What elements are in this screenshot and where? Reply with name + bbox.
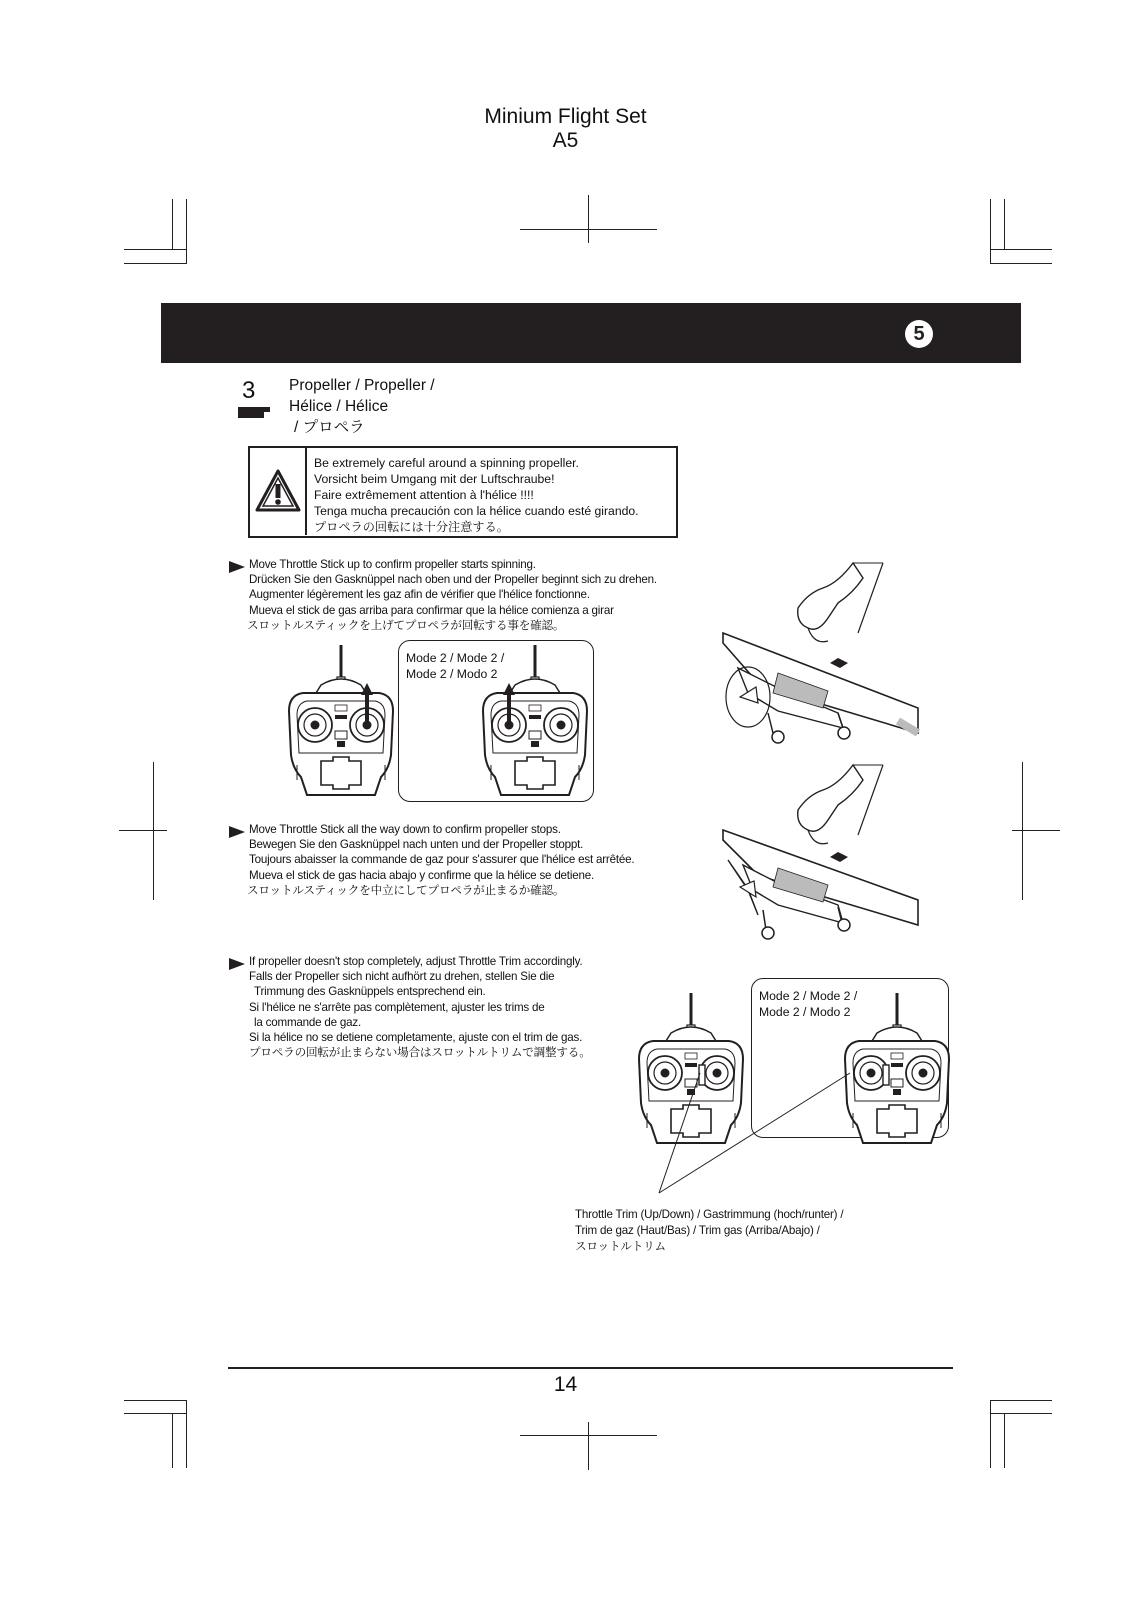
mode-label-line: Mode 2 / Modo 2 <box>759 1005 851 1019</box>
crop-mark <box>124 263 186 264</box>
crop-mark <box>124 1400 186 1401</box>
step-title <box>289 375 435 438</box>
transmitter-illustration <box>636 988 746 1148</box>
warning-line: Be extremely careful around a spinning propeller. <box>314 456 579 470</box>
crop-mark <box>186 199 187 264</box>
warning-icon-cell <box>250 448 307 535</box>
transmitter-illustration <box>286 640 396 800</box>
registration-mark <box>588 195 589 243</box>
warning-line: Vorsicht beim Umgang mit der Luftschraube! <box>314 472 555 486</box>
registration-mark <box>119 830 167 831</box>
instruction-line: Toujours abaisser la commande de gaz pour s'assurer que l'hélice est arrêtée. <box>249 853 635 867</box>
crop-mark <box>1004 1413 1005 1468</box>
mode-label-line: Mode 2 / Modo 2 <box>406 667 498 681</box>
document-title: Minium Flight Set <box>484 105 647 128</box>
crop-mark <box>990 1400 1052 1401</box>
registration-mark <box>588 1422 589 1470</box>
instruction-line: Mueva el stick de gas hacia abajo y confirme que la hélice se detiene. <box>249 868 594 882</box>
instruction-2 <box>249 822 634 898</box>
crop-mark <box>186 1400 187 1468</box>
instruction-line: la commande de gaz. <box>254 1015 362 1029</box>
caption-line: スロットルトリム <box>575 1240 666 1253</box>
step-title-line: Hélice / Hélice <box>289 398 389 415</box>
warning-line: Faire extrêmement attention à l'hélice !!!! <box>314 488 534 502</box>
caption-line: Throttle Trim (Up/Down) / Gastrimmung (hoch/runter) / <box>575 1208 844 1221</box>
crop-mark <box>124 1413 186 1414</box>
page-number: 14 <box>553 1373 578 1396</box>
instruction-bullet-icon <box>229 561 245 573</box>
crop-mark <box>990 263 1052 264</box>
warning-line: プロペラの回転には十分注意する。 <box>314 520 509 534</box>
crop-mark <box>990 249 1052 250</box>
instruction-bullet-icon <box>229 958 245 970</box>
step-title-line: / プロペラ <box>294 419 365 436</box>
airplane-propeller-spinning-illustration <box>718 563 918 763</box>
instruction-line: スロットルスティックを上げてプロペラが回転する事を確認。 <box>247 618 565 632</box>
transmitter-illustration <box>480 640 590 800</box>
step-marker-bar <box>238 407 264 418</box>
airplane-propeller-stopped-illustration <box>718 765 918 965</box>
instruction-line: Trimmung des Gasknüppels entsprechend ein. <box>254 985 486 999</box>
instruction-3 <box>249 954 591 1060</box>
crop-mark <box>124 249 186 250</box>
step-number: 3 <box>242 377 256 404</box>
instruction-line: Si l'hélice ne s'arrête pas complètement, ajuster les trims de <box>249 1000 545 1014</box>
instruction-line: Move Throttle Stick all the way down to confirm propeller stops. <box>249 823 561 836</box>
crop-mark <box>172 199 173 250</box>
crop-mark <box>990 1413 1052 1414</box>
warning-box <box>248 446 678 538</box>
instruction-line: Falls der Propeller sich nicht aufhört zu drehen, stellen Sie die <box>249 970 555 984</box>
instruction-line: Si la hélice no se detiene completamente, ajuste con el trim de gas. <box>249 1031 583 1045</box>
instruction-bullet-icon <box>229 826 245 838</box>
instruction-line: プロペラの回転が止まらない場合はスロットルトリムで調整する。 <box>249 1046 591 1060</box>
crop-mark <box>990 1400 991 1468</box>
warning-line: Tenga mucha precaución con la hélice cuando esté girando. <box>314 504 639 518</box>
document-subtitle: A5 <box>552 129 579 152</box>
warning-text <box>314 455 639 535</box>
section-header-band <box>161 303 1021 363</box>
instruction-line: Mueva el stick de gas arriba para confirmar que la hélice comienza a girar <box>249 603 614 617</box>
footer-rule <box>228 1367 953 1369</box>
mode-label-line: Mode 2 / Mode 2 / <box>759 989 858 1003</box>
instruction-1 <box>249 557 657 633</box>
transmitter-illustration <box>842 988 952 1148</box>
instruction-line: Move Throttle Stick up to confirm propeller starts spinning. <box>249 558 536 571</box>
crop-mark <box>990 199 991 264</box>
registration-mark <box>1022 762 1023 900</box>
mode-label-line: Mode 2 / Mode 2 / <box>406 651 505 665</box>
section-number-badge: 5 <box>905 320 933 348</box>
instruction-line: Drücken Sie den Gasknüppel nach oben und der Propeller beginnt sich zu drehen. <box>249 573 657 587</box>
instruction-line: Bewegen Sie den Gasknüppel nach unten und der Propeller stoppt. <box>249 838 584 852</box>
throttle-trim-caption <box>575 1207 843 1255</box>
instruction-line: スロットルスティックを中立にしてプロペラが止まるか確認。 <box>247 883 565 897</box>
instruction-line: Augmenter légèrement les gaz afin de vérifier que l'hélice fonctionne. <box>249 588 590 602</box>
instruction-line: If propeller doesn't stop completely, adjust Throttle Trim accordingly. <box>249 955 583 968</box>
registration-mark <box>153 762 154 900</box>
crop-mark <box>1004 199 1005 250</box>
caption-line: Trim de gaz (Haut/Bas) / Trim gas (Arriba/Abajo) / <box>575 1224 820 1237</box>
registration-mark <box>1012 830 1060 831</box>
step-title-line: Propeller / Propeller / <box>289 377 435 394</box>
warning-triangle-icon <box>255 468 301 514</box>
crop-mark <box>172 1413 173 1468</box>
